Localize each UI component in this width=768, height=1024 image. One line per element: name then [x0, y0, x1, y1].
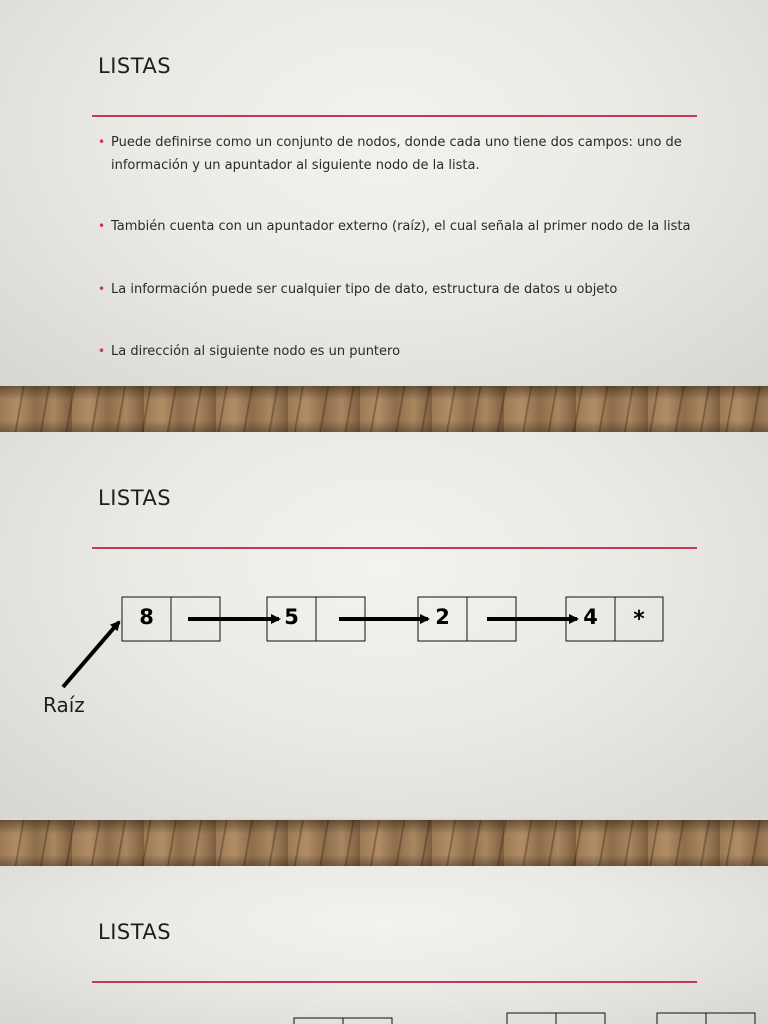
slide-title: LISTAS: [98, 920, 172, 944]
root-pointer-arrow: [63, 622, 119, 687]
bullet-icon: •: [98, 135, 106, 149]
slide-1: [0, 0, 768, 386]
slide-3: [0, 866, 768, 1024]
title-divider: [92, 115, 697, 117]
bullet-text: Puede definirse como un conjunto de nodos, donde cada uno tiene dos campos: uno de información y un apuntador al siguiente nodo de la lista.: [111, 135, 682, 173]
bullet-text: También cuenta con un apuntador externo (raíz), el cual señala al primer nodo de la lista: [111, 219, 691, 234]
bullet-item: [98, 278, 711, 301]
node: [566, 597, 663, 641]
slide-title: LISTAS: [98, 54, 172, 78]
linked-list-diagram: [0, 432, 768, 818]
bullet-text: La dirección al siguiente nodo es un puntero: [111, 344, 401, 359]
slide-2: [0, 432, 768, 818]
slide-title: LISTAS: [98, 486, 172, 510]
linked-list-diagram-partial: [0, 866, 768, 1024]
wood-floor-divider: [0, 820, 768, 866]
bullet-icon: •: [98, 219, 106, 233]
wood-floor-divider: [0, 386, 768, 432]
root-label: Raíz: [43, 693, 85, 717]
node-value: 8: [139, 605, 154, 629]
node-value: 5: [284, 605, 299, 629]
bullet-icon: •: [98, 282, 106, 296]
bullet-text: La información puede ser cualquier tipo de dato, estructura de datos u objeto: [111, 282, 618, 297]
bullet-item: [98, 340, 711, 363]
bullet-item: [98, 215, 711, 238]
node-value: 4: [583, 605, 598, 629]
bullet-item: [98, 131, 711, 177]
node-next: *: [633, 607, 645, 632]
bullet-icon: •: [98, 344, 106, 358]
node-value: 2: [435, 605, 450, 629]
